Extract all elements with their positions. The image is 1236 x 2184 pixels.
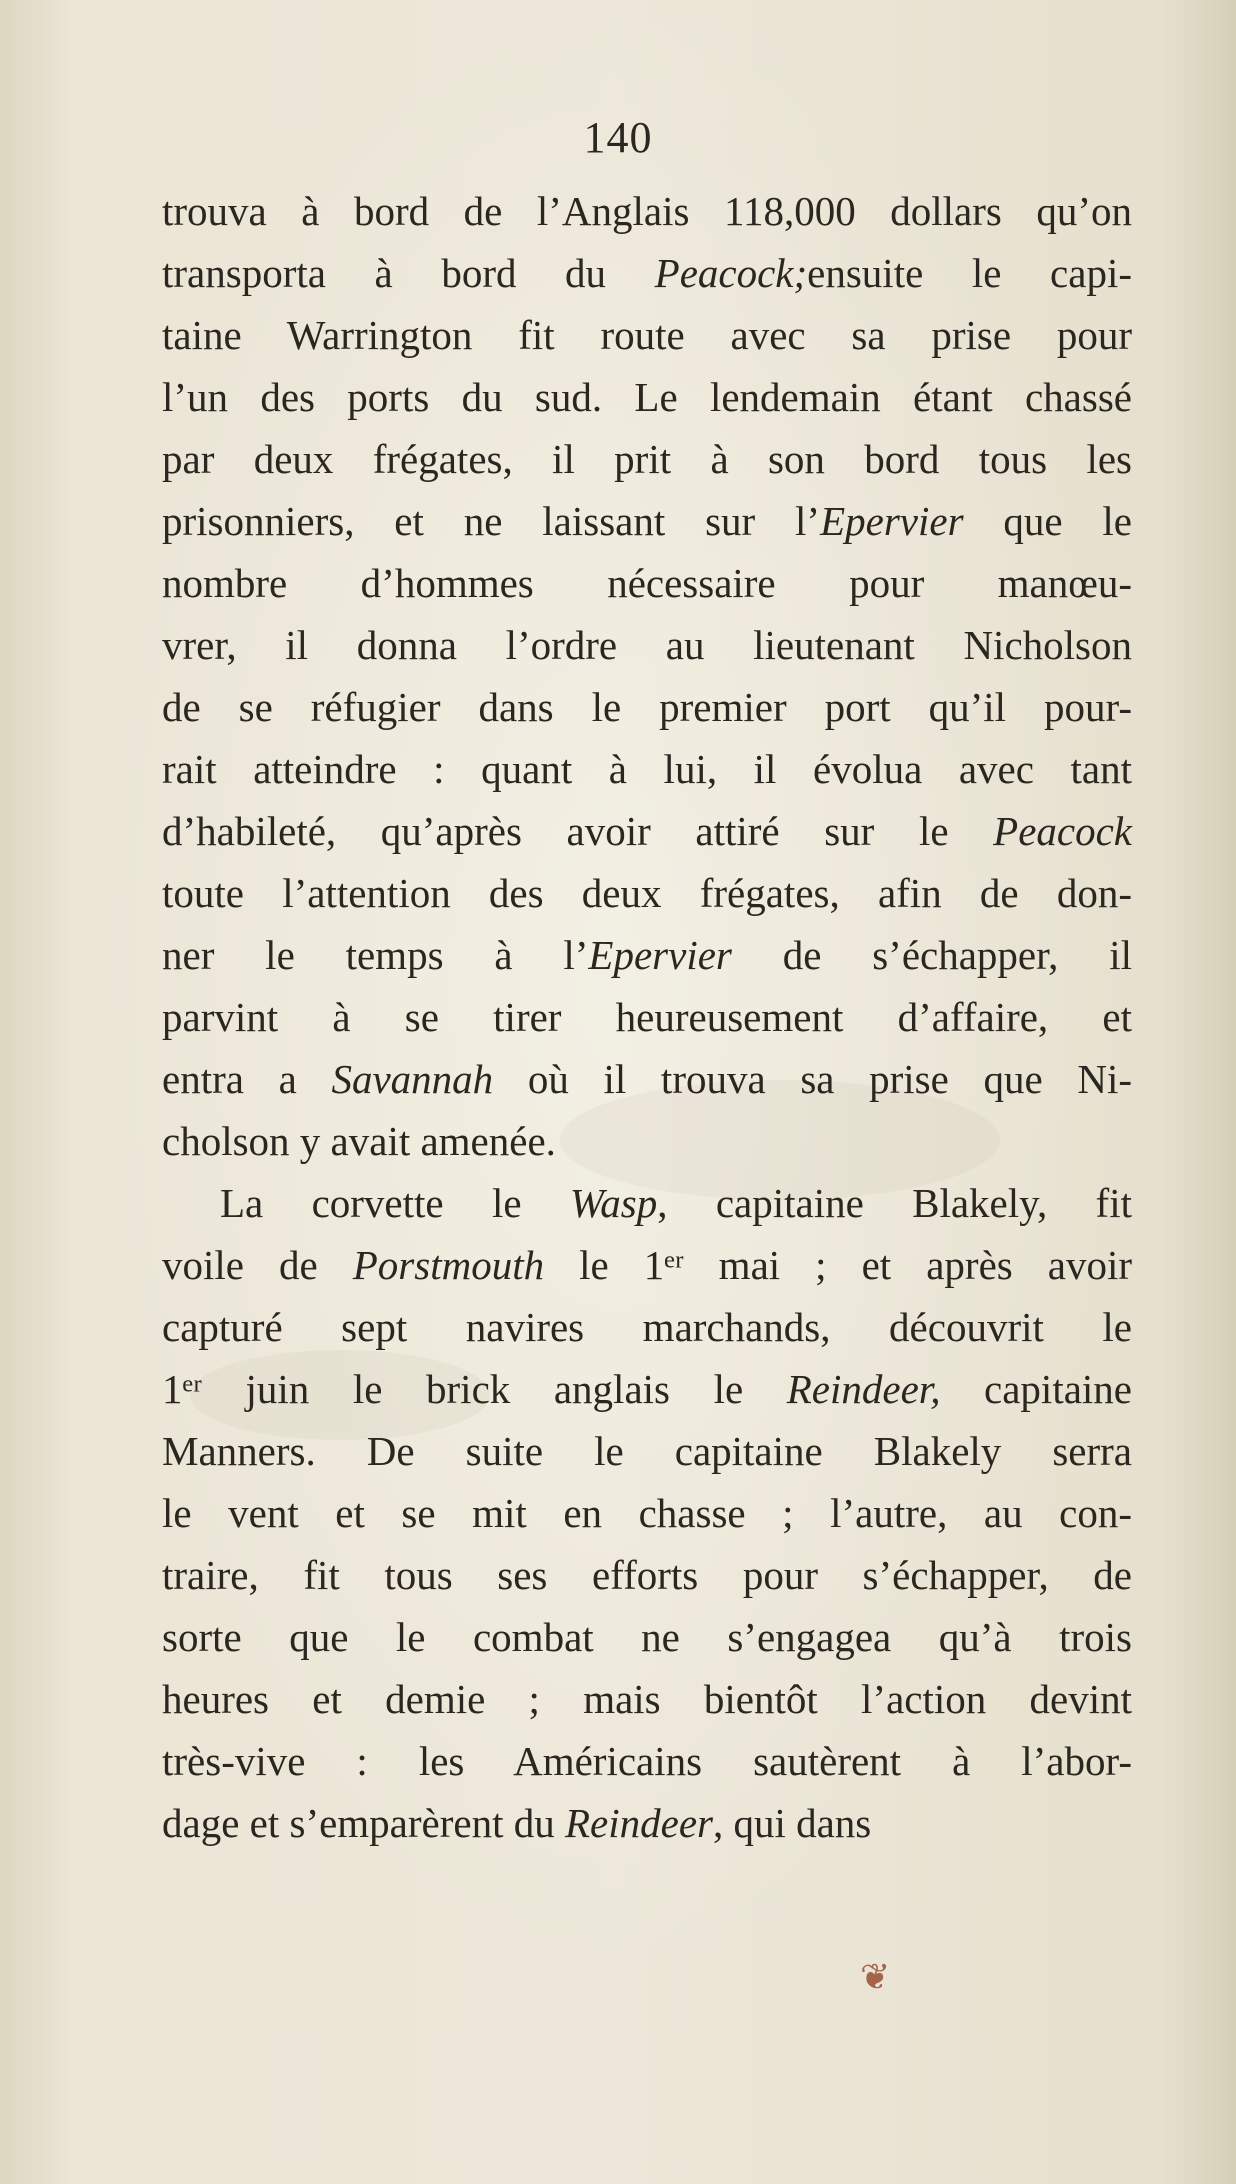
italic-text: Epervier <box>820 498 964 544</box>
italic-text: Peacock; <box>654 250 808 296</box>
text-line: vrer, il donna l’ordre au lieutenant Nicholson <box>162 622 1132 668</box>
text-line: parvint à se tirer heureusement d’affaire, et <box>162 994 1132 1040</box>
text-line: sorte que le combat ne s’engagea qu’à trois <box>162 1614 1132 1660</box>
body-text <box>162 180 1132 1854</box>
text-line: heures et demie ; mais bientôt l’action devint <box>162 1676 1132 1722</box>
italic-text: Reindeer <box>564 1800 713 1846</box>
text-line: cholson y avait amenée. <box>162 1118 556 1164</box>
text-line: le vent et se mit en chasse ; l’autre, au con- <box>162 1490 1132 1536</box>
text-line: entra a Savannah où il trouva sa prise que Ni- <box>162 1056 1133 1102</box>
text-line: nombre d’hommes nécessaire pour manœu- <box>162 560 1132 606</box>
text-line: toute l’attention des deux frégates, afin de don- <box>162 870 1132 916</box>
text-line: rait atteindre : quant à lui, il évolua avec tant <box>162 746 1132 792</box>
text-line: trouva à bord de l’Anglais 118,000 dollars qu’on <box>162 188 1132 234</box>
italic-text: Reindeer, <box>786 1366 941 1412</box>
italic-text: Peacock <box>993 808 1132 854</box>
text-line: traire, fit tous ses efforts pour s’échapper, de <box>162 1552 1132 1598</box>
text-line: d’habileté, qu’après avoir attiré sur le Peacock <box>162 808 1132 854</box>
italic-text: Epervier <box>588 932 732 978</box>
ornament-icon: ❦ <box>860 1957 891 1997</box>
italic-text: Porstmouth <box>352 1242 545 1288</box>
text-line: par deux frégates, il prit à son bord tous les <box>162 436 1132 482</box>
text-line: très-vive : les Américains sautèrent à l’abor- <box>162 1738 1132 1784</box>
text-line: l’un des ports du sud. Le lendemain étant chassé <box>162 374 1132 420</box>
text-line: taine Warrington fit route avec sa prise pour <box>162 312 1132 358</box>
text-line: prisonniers, et ne laissant sur l’Epervier que le <box>162 498 1132 544</box>
italic-text: Wasp <box>569 1180 658 1226</box>
text-line: transporta à bord du Peacock;ensuite le capi- <box>162 250 1132 296</box>
text-line: ner le temps à l’Epervier de s’échapper, il <box>162 932 1132 978</box>
text-line: capturé sept navires marchands, découvrit le <box>162 1304 1132 1350</box>
text-line: de se réfugier dans le premier port qu’il pour- <box>162 684 1132 730</box>
text-line: dage et s’emparèrent du Reindeer, qui dans <box>162 1800 872 1846</box>
text-line: La corvette le Wasp, capitaine Blakely, fit <box>220 1180 1132 1226</box>
page-number: 140 <box>583 113 653 162</box>
text-line: 1ᵉʳ juin le brick anglais le Reindeer, capitaine <box>162 1366 1132 1412</box>
italic-text: Savannah <box>331 1056 494 1102</box>
text-line: Manners. De suite le capitaine Blakely serra <box>162 1428 1132 1474</box>
text-line: voile de Porstmouth le 1ᵉʳ mai ; et après avoir <box>162 1242 1132 1288</box>
